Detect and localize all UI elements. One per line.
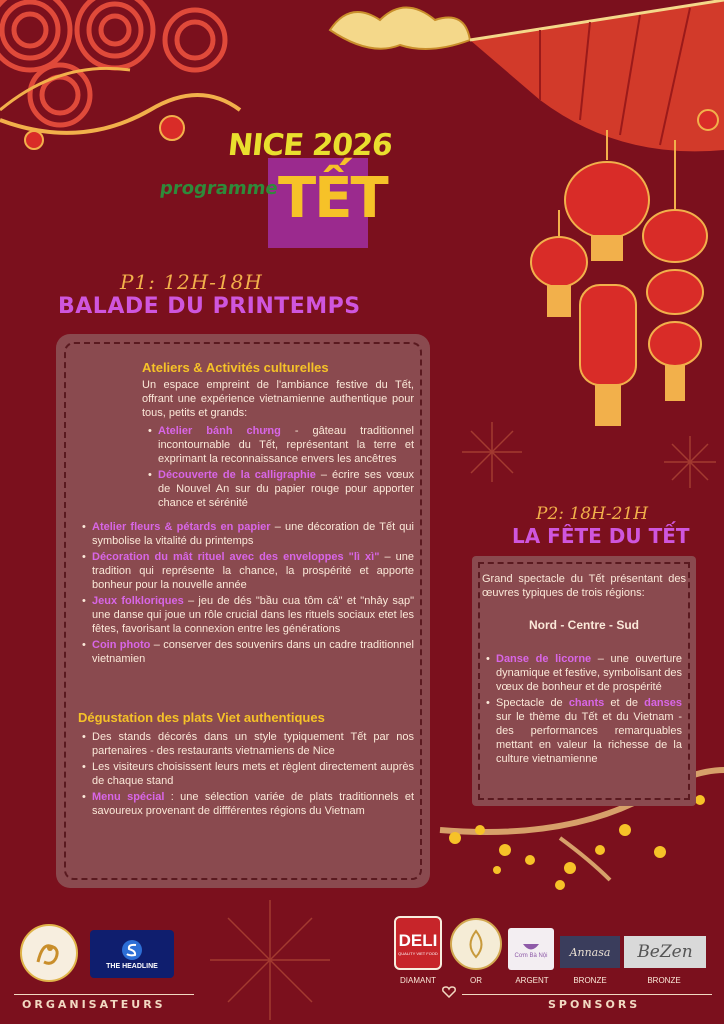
- organiser-logo-2-text: THE HEADLINE: [106, 962, 158, 970]
- list-item: • Découverte de la calligraphie – écrire ses vœux de Nouvel An sur du papier rouge pour apporter chance et sérénité: [148, 468, 414, 510]
- sponsor-tier: OR: [470, 976, 482, 985]
- list-item: • Menu spécial : une sélection variée de plats traditionnels et savoureux provenant de diffférentes régions du Vietnam: [82, 790, 414, 818]
- program1-name: BALADE DU PRINTEMPS: [58, 294, 361, 319]
- organiser-logo-2: [90, 930, 174, 978]
- sponsor-logo-bezen: BeZen: [624, 936, 706, 968]
- list-item: • Atelier bánh chưng - gâteau traditionnel incontournable du Tết, représentant la terre et exprimant la reconnaissance envers les ancêtres: [148, 424, 414, 466]
- program1-time: P1: 12H-18H: [120, 270, 263, 294]
- title-word: TẾT: [278, 166, 387, 231]
- tasting-list: [82, 730, 414, 820]
- list-item: • Décoration du mât rituel avec des enveloppes "lì xì" – une tradition qui représente la chance, la prospérité et apporte bonheur pour la nouvelle année: [82, 550, 414, 592]
- fan-icon: [470, 0, 724, 151]
- program2-regions: Nord - Centre - Sud: [529, 618, 639, 632]
- gold-cloud-icon: [330, 8, 470, 50]
- list-item: • Danse de licorne – une ouverture dynamique et festive, symbolisant des vœux de bonheur et de prospérité: [486, 652, 682, 694]
- organiser-logo-1: [20, 924, 78, 982]
- lotus-drop-icon: [463, 929, 489, 959]
- workshops-list-b: [82, 520, 414, 668]
- sponsor-logo-com-ba-noi: Cơm Bà Nội: [508, 928, 554, 970]
- organisers-label: ORGANISATEURS: [22, 998, 166, 1011]
- sponsor-logo-or: [450, 918, 502, 970]
- lantern-icon: [531, 130, 707, 425]
- list-item: • Coin photo – conserver des souvenirs dans un cadre traditionnel vietnamien: [82, 638, 414, 666]
- cloud-swirl-icon: [0, 0, 225, 125]
- workshops-heading: Ateliers & Activités culturelles: [142, 360, 329, 375]
- program2-intro: Grand spectacle du Tết présentant des œuvres typiques de trois régions:: [482, 573, 686, 599]
- list-item: • Jeux folkloriques – jeu de dés "bầu cua tôm cá" et "nhảy sạp" une danse qui joue un rôle crucial dans les rituels sociaux etet les fêtes, favorisant la connexion entre les générations: [82, 594, 414, 636]
- workshops-intro: Un espace empreint de l'ambiance festive du Tết, offrant une expérience vietnamienne authentique pour tous, petits et grands:: [142, 379, 414, 419]
- list-item: • Des stands décorés dans un style typiquement Tết par nos partenaires - des restaurants vietnamiens de Nice: [82, 730, 414, 758]
- list-item: • Atelier fleurs & pétards en papier – une décoration de Tết qui symbolise la vitalité du printemps: [82, 520, 414, 548]
- dragon-icon: [32, 936, 66, 970]
- sponsor-logo-deli: DELI QUALITY VIET FOOD: [394, 916, 442, 970]
- heart-icon: [442, 986, 456, 998]
- list-item: • Spectacle de chants et de danses sur le thème du Tết et du Vietnam - des performances remarquables mettant en valeur la richesse de la culture vietnamienne: [486, 696, 682, 766]
- program1-card: [56, 334, 430, 888]
- headline-s-icon: [121, 939, 143, 961]
- sponsor-logo-annasa: Annasa: [560, 936, 620, 968]
- program2-list: [486, 652, 682, 768]
- tasting-heading: Dégustation des plats Viet authentiques: [78, 710, 325, 725]
- poster-title: [160, 128, 420, 258]
- program2-time: P2: 18H-21H: [536, 504, 649, 524]
- sponsor-tier: BRONZE: [573, 976, 607, 985]
- list-item: • Les visiteurs choisissent leurs mets et règlent directement auprès de chaque stand: [82, 760, 414, 788]
- sponsors-label: SPONSORS: [548, 998, 641, 1011]
- bowl-icon: [522, 939, 540, 953]
- title-prefix: programme: [158, 178, 280, 199]
- sponsor-tier: ARGENT: [515, 976, 549, 985]
- program2-card: [472, 556, 696, 806]
- program2-name: LA FÊTE DU TẾT: [512, 524, 690, 548]
- title-city: NICE 2026: [226, 128, 394, 163]
- sponsor-tier: DIAMANT: [400, 976, 436, 985]
- workshops-list-a: [148, 424, 414, 512]
- sponsor-tier: BRONZE: [647, 976, 681, 985]
